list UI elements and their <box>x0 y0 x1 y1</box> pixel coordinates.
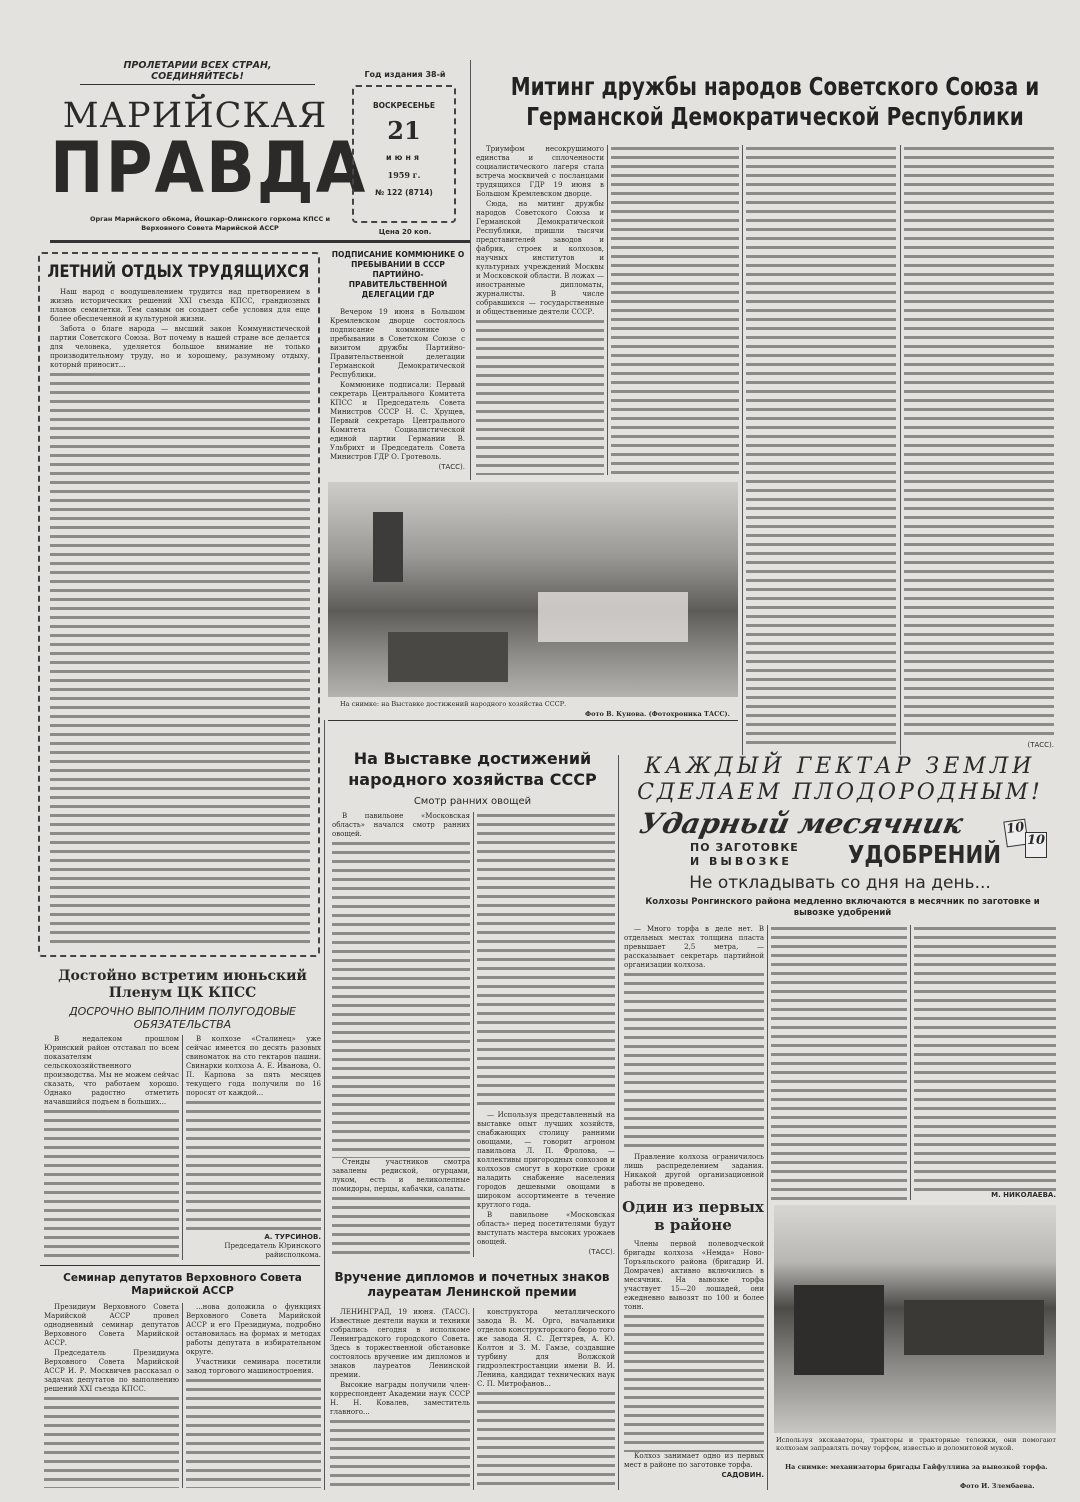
trailer-shape <box>904 1300 1044 1355</box>
divider <box>900 145 901 755</box>
paragraph: конструктора металлического завода В. М. Орго, начальники отделов конструкторского бюро того же завода Я. С. Дегтярев, А. Ю. Колтон и З. М. Гамзе, создавшие турбину для Волжской гидроэлектростанции имени В. И. Ленина, кандидат технических наук С. П. Митрофанов... <box>477 1308 615 1388</box>
photo1-credit: Фото В. Кунова. (Фотохроника ТАСС). <box>585 710 730 718</box>
year-label: Год издания 38-й <box>364 70 446 79</box>
text-lines <box>624 1315 764 1452</box>
divider <box>473 812 474 1257</box>
month: июня <box>385 153 423 162</box>
text-lines <box>914 927 1056 1191</box>
divider <box>910 925 911 1200</box>
text-lines <box>624 973 764 1153</box>
divider <box>767 925 768 1490</box>
photo2-text: Используя экскаваторы, тракторы и тракторные тележки, они помогают колхозам заправлять почву торфом, известью и доломитовой мукой. <box>776 1436 1056 1452</box>
text-lines <box>332 842 470 1158</box>
title-top: МАРИЙСКАЯ <box>62 96 328 136</box>
campaign-small-1: ПО ЗАГОТОВКЕ <box>690 841 799 854</box>
letniy-headline: ЛЕТНИЙ ОТДЫХ ТРУДЯЩИХСЯ <box>47 262 310 282</box>
organ: Орган Марийского обкома, Йошкар-Олинского горкома КПСС и Верховного Совета Марийской АССР <box>89 215 331 232</box>
photo2-credit: Фото И. Злембаева. <box>960 1482 1035 1490</box>
masthead <box>50 60 368 240</box>
signature: А. ТУРСИНОВ. <box>264 1233 321 1241</box>
tower-shape <box>373 512 403 582</box>
paragraph: Сюда, на митинг дружбы народов Советского Союза и Германской Демократической Республики, пришли тысячи представителей заводов и фабрик, строек и колхозов, научных институтов и культурных учреждений Москвы и Московской области. В ложах — иностранные дипломаты, журналисты. В числе собравшихся — государственные и общественные деятели СССР. <box>476 200 604 316</box>
paragraph: Коммюнике подписали: Первый секретарь Центрального Комитета КПСС и Председатель Совета Министров СССР Н. С. Хрущев, Первый секретарь Центрального Комитета Социалистической единой партии Германии В. Ульбрихт и Председатель Совета Министров ГДР О. Гротеволь. <box>330 381 465 461</box>
paragraph: Наш народ с воодушевлением трудится над претворением в жизнь исторических решений XXI съезда КПСС, грандиозных планов семилетки. Тем самым он создает себе условия для еще более обеспеченной и культурной жизни. <box>50 288 310 323</box>
seminar-col-1 <box>44 1303 179 1488</box>
paragraph: В павильоне «Московская область» начался смотр ранних овощей. <box>332 812 470 838</box>
text-lines <box>330 1420 470 1490</box>
year: 1959 г. <box>387 170 421 180</box>
divider <box>607 145 608 475</box>
seminar-headline: Семинар депутатов Верховного Совета Марийской АССР <box>63 1272 302 1297</box>
text-lines <box>746 147 896 745</box>
source: (ТАСС). <box>438 463 465 471</box>
lenin-col-1 <box>330 1308 470 1490</box>
miting-col-2 <box>611 145 739 475</box>
paragraph: Участники семинара посетили завод торгового машиностроения. <box>186 1358 321 1375</box>
campaign-col-2 <box>771 925 907 1200</box>
paragraph: ЛЕНИНГРАД, 19 июня. (ТАСС). Известные деятели науки и техники собрались сегодня в исполкоме Ленинградского городского Совета. Здесь в торжественной обстановке состоялось вручение им дипломов и знаков лауреатов Ленинской премии. <box>330 1308 470 1379</box>
tractor-shape <box>794 1285 884 1375</box>
paragraph: Президиум Верховного Совета Марийской АССР провел однодневный семинар депутатов Верховного Совета Марийской АССР. <box>44 1303 179 1347</box>
calendar-icon <box>1025 832 1047 858</box>
paragraph: В недалеком прошлом Юринский район отставал по всем показателям сельскохозяйственного производства. Мы не можем сейчас сказать, что работаем хорошо. Однако радостно отметить начавшийся подъем в больших... <box>44 1035 179 1106</box>
campaign-slogan-2: СДЕЛАЕМ ПЛОДОРОДНЫМ! <box>637 780 1043 805</box>
plenum-col-1 <box>44 1035 179 1260</box>
paragraph: — Много торфа в деле нет. В отдельных местах толщина пласта превышает 2,5 метра, — рассказывает секретарь партийной организации колхоза. <box>624 925 764 969</box>
campaign-col-1 <box>624 925 764 1190</box>
text-lines <box>44 1397 179 1488</box>
text-lines <box>186 1379 321 1488</box>
seminar-col-2 <box>186 1303 321 1488</box>
divider <box>324 720 325 1490</box>
communique-body <box>330 308 465 473</box>
divider <box>742 145 743 755</box>
date-box <box>352 85 456 223</box>
paragraph: ...нова доложила о функциях Верховного Совета Марийской АССР и его Президиума, подробно остановилась на формах и методах работы депутата в избирательном округе. <box>186 1303 321 1356</box>
issue-number: № 122 (8714) <box>375 188 433 197</box>
slogan: ПРОЛЕТАРИИ ВСЕХ СТРАН, СОЕДИНЯЙТЕСЬ! <box>80 60 315 85</box>
paragraph: Правление колхоза ограничилось лишь распределением задания. Никакой другой организационной работы не проведено. <box>624 1153 764 1188</box>
miting-col-3 <box>746 145 896 745</box>
text-lines <box>611 147 739 475</box>
calendar-day: 10 <box>1005 819 1026 838</box>
text-lines <box>771 927 907 1200</box>
paragraph: Забота о благе народа — высший закон Коммунистической партии Советского Союза. Вот почему в нашей стране все делается для человека, уделяется большое внимание не только производительному труду, но и хорошему, разумному отдыху, который приносит... <box>50 325 310 369</box>
day: 21 <box>387 116 421 145</box>
plenum-col-2 <box>186 1035 321 1260</box>
campaign-slogan-1: КАЖДЫЙ ГЕКТАР ЗЕМЛИ <box>644 754 1036 779</box>
rule <box>328 720 738 721</box>
paragraph: Члены первой полеводческой бригады колхоза «Немда» Ново-Торъяльского района (бригадир И. Домрачев) активно включились в месячник. На вывозке торфа участвует 15—20 лошадей, они ежедневно вывозят по 100 и более тонн. <box>624 1240 764 1311</box>
price: Цена 20 коп. <box>378 228 432 236</box>
divider <box>182 1303 183 1488</box>
paragraph: — Используя представленный на выставке опыт лучших хозяйств, снабжающих столицу ранними овощами, — говорит агроном павильона Л. П. Фролова, — коллективы пригородных совхозов и колхозов смогут в короткие сроки наладить снабжение населения городов дешевыми овощами в широком ассортименте в течение круглого года. <box>477 1111 615 1209</box>
signature-position: Председатель Юринского райисполкома. <box>224 1242 321 1259</box>
paragraph: Вечером 19 июня в Большом Кремлевском дворце состоялось подписание коммюнике о пребывании в Советском Союзе с визитом дружбы Партийно-Правительственной делегации Германской Демократической Республики. <box>330 308 465 379</box>
text-lines <box>50 373 310 948</box>
pavilion-shape <box>538 592 688 642</box>
divider <box>182 1035 183 1260</box>
photo2-caption: На снимке: механизаторы бригады Гайфуллина за вывозкой торфа. <box>785 1463 1048 1471</box>
text-lines <box>477 1392 615 1490</box>
text-lines <box>44 1110 179 1260</box>
lenin-col-2 <box>477 1308 615 1490</box>
miting-headline: Митинг дружбы народов Советского Союза и Германской Демократической Республики <box>510 72 1040 131</box>
campaign-headline: Не откладывать со дня на день... <box>689 873 991 893</box>
paragraph: Колхоз занимает одно из первых мест в районе по заготовке торфа. <box>624 1452 764 1469</box>
text-lines <box>477 814 615 1111</box>
vdnh-headline: На Выставке достижений народного хозяйства СССР <box>348 749 597 789</box>
campaign-small-2: И ВЫВОЗКЕ <box>690 855 792 868</box>
vdnh-subtitle: Смотр ранних овощей <box>413 796 532 807</box>
divider <box>618 755 619 1490</box>
campaign-script: Ударный месячник <box>636 807 966 840</box>
lenin-headline: Вручение дипломов и почетных знаков лауреатам Ленинской премии <box>334 1270 610 1299</box>
vdnh-col-2 <box>477 812 615 1257</box>
photo1-caption: На снимке: на Выставке достижений народного хозяйства СССР. <box>340 700 567 708</box>
source: (ТАСС). <box>588 1248 615 1256</box>
text-lines <box>476 320 604 475</box>
letniy-body <box>50 288 310 948</box>
plenum-subtitle: ДОСРОЧНО ВЫПОЛНИМ ПОЛУГОДОВЫЕ ОБЯЗАТЕЛЬСТВА <box>69 1005 296 1031</box>
divider <box>473 1308 474 1490</box>
first-headline: Один из первых в районе <box>622 1198 764 1234</box>
tractor-photo <box>774 1205 1056 1433</box>
campaign-col-3 <box>914 925 1056 1200</box>
source: (ТАСС). <box>1027 741 1054 749</box>
rule <box>40 1265 320 1266</box>
flowerbed-shape <box>388 632 508 682</box>
paragraph: Председатель Президиума Верховного Совета Марийской АССР И. Р. Москвичев рассказал о задачах депутатов по выполнению решений XXI съезда КПСС. <box>44 1349 179 1393</box>
miting-col-4 <box>904 145 1054 750</box>
weekday: ВОСКРЕСЕНЬЕ <box>372 101 436 110</box>
paragraph: Стенды участников смотра завалены редиской, огурцами, луком, есть и великолепные помидоры, перцы, кабачки, салаты. <box>332 1158 470 1193</box>
paragraph: Триумфом несокрушимого единства и сплоченности социалистического лагеря стала встреча москвичей с посланцами трудящихся ГДР 19 июня в Большом Кремлевском дворце. <box>476 145 604 198</box>
campaign-subhead: Колхозы Ронгинского района медленно включаются в месячник по заготовке и вывозке удобрений <box>645 897 1040 918</box>
vdnh-col-1 <box>332 812 470 1257</box>
masthead-rule <box>50 240 470 243</box>
vdnh-photo <box>328 482 738 697</box>
miting-col-1 <box>476 145 604 475</box>
paragraph: В павильоне «Московская область» перед посетителями будут выступать мастера высоких урожаев овощей. <box>477 1211 615 1246</box>
signature: М. НИКОЛАЕВА. <box>991 1191 1056 1199</box>
calendar-day: 10 <box>1026 833 1046 848</box>
signature: САДОВИН. <box>721 1471 764 1479</box>
communique-headline: ПОДПИСАНИЕ КОММЮНИКЕ О ПРЕБЫВАНИИ В СССР ПАРТИЙНО-ПРАВИТЕЛЬСТВЕННОЙ ДЕЛЕГАЦИИ ГДР <box>331 250 465 299</box>
paragraph: Высокие награды получили член-корреспондент Академии наук СССР Н. Н. Ковалев, заместитель главного... <box>330 1381 470 1416</box>
title-bottom: ПРАВДА <box>50 128 368 210</box>
text-lines <box>332 1197 470 1257</box>
text-lines <box>904 147 1054 741</box>
divider <box>470 60 471 480</box>
paragraph: В колхозе «Сталинец» уже сейчас имеется по десять разовых свиноматок на сто гектаров пашни. Свинарки колхоза А. Е. Иванова, О. П. Карпова за пять месяцев текущего года получили по 16 поросят от каждой... <box>186 1035 321 1097</box>
text-lines <box>186 1101 321 1233</box>
plenum-headline: Достойно встретим июньский Пленум ЦК КПСС <box>58 968 307 1001</box>
first-body <box>624 1240 764 1480</box>
campaign-big: УДОБРЕНИЙ <box>848 840 1002 869</box>
